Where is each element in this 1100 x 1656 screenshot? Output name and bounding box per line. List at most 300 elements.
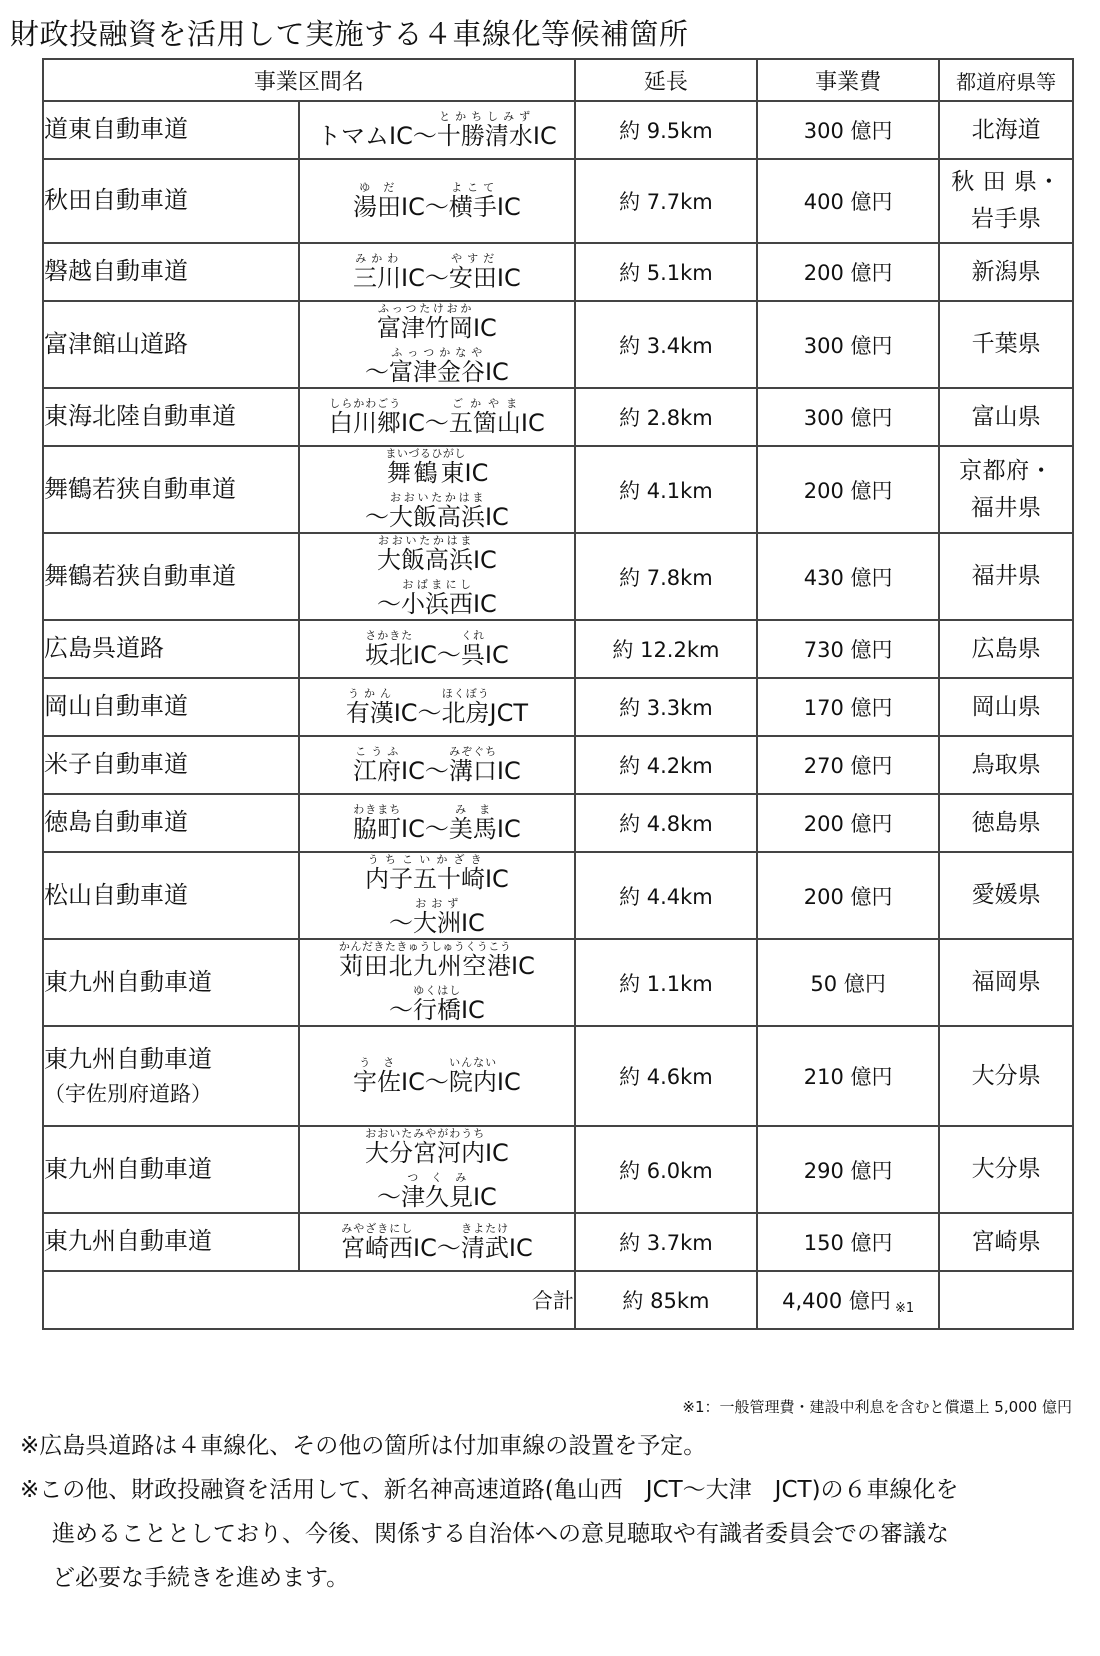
ruby-place-name [412,984,461,1024]
length-cell: 約 6.0km [575,1126,757,1213]
place-name: 溝口 [448,756,497,785]
interchange-section [299,1126,575,1213]
cost-cell: 270 億円 [757,736,939,794]
interchange-section [299,794,575,852]
furigana: いんない [448,1055,497,1069]
prefecture-cell [939,301,1073,388]
place-name: 院内 [448,1067,497,1096]
interchange-section [299,533,575,620]
place-name: 苅田北九州空港 [338,952,512,980]
place-name: 安田 [448,263,497,292]
total-row [43,1271,1073,1329]
table-row [43,243,1073,301]
interchange-line [300,984,574,1025]
prefecture-cell [939,243,1073,301]
ic-text: IC [496,1067,521,1096]
prefecture-text: 福岡県 [971,969,1041,996]
prefecture-text: 広島県 [971,635,1041,662]
prefecture-cell [939,794,1073,852]
prefecture-text: 岡山県 [971,693,1041,720]
prefecture-text: 新潟県 [971,258,1041,285]
place-name: 十勝清水 [436,121,533,150]
header-cost: 事業費 [757,59,939,101]
route-name [43,678,299,736]
route-name [43,794,299,852]
interchange-line [300,803,574,844]
furigana: うかん [345,686,394,700]
place-name: 大洲 [412,909,461,937]
ruby-place-name [448,744,497,785]
furigana: ふっつたけおか [376,302,473,315]
interchange-line [300,252,574,293]
prefecture-text: 岩手県 [970,206,1042,232]
ic-text: ～ [388,909,413,937]
table-row [43,939,1073,1026]
ic-text: IC [496,756,521,785]
furigana: みやざきにし [341,1221,414,1235]
ruby-place-name [345,686,394,727]
place-name: 呉 [460,640,485,669]
ic-text: IC～ [413,640,461,669]
route-name-text: 東海北陸自動車道 [44,402,236,431]
length-cell: 約 1.1km [575,939,757,1026]
prefecture-cell [939,939,1073,1026]
ic-text: IC～ [401,408,449,437]
ic-text: IC [472,546,497,574]
ic-text: IC [496,192,521,221]
ic-text: IC [472,590,497,618]
place-name: 横手 [448,192,497,221]
header-length: 延長 [575,59,757,101]
ruby-place-name [448,1055,497,1096]
length-cell: 約 3.4km [575,301,757,388]
route-name-text: 松山自動車道 [44,880,188,909]
ruby-place-name [329,396,402,437]
ic-text: IC [464,459,489,487]
furigana: ほくぼう [441,686,490,700]
interchange-line [300,302,574,343]
route-name-text: 広島呉道路 [44,634,164,663]
ic-text: IC [484,358,509,386]
route-name [43,1213,299,1271]
remark-line: ※広島呉道路は４車線化、その他の箇所は付加車線の設置を予定。 [20,1433,707,1459]
ruby-place-name [376,302,473,342]
place-name: 大飯高浜 [388,503,485,531]
ruby-place-name [460,1221,509,1262]
place-name: 舞鶴東 [385,459,466,487]
ic-text: ～ [376,1183,401,1211]
total-cost [757,1271,939,1329]
route-name [43,243,299,301]
ruby-place-name [448,180,497,221]
interchange-section [299,620,575,678]
route-name-text: 舞鶴若狭自動車道 [44,561,236,590]
ruby-place-name [385,447,466,487]
ic-text: IC [508,1233,533,1262]
prefecture-cell [939,388,1073,446]
length-cell: 約 4.6km [575,1026,757,1126]
route-name [43,533,299,620]
furigana: おおいたみやがわうち [364,1127,485,1140]
furigana: くれ [460,628,485,642]
ic-text: ～ [364,503,389,531]
interchange-line [300,687,574,728]
length-cell: 約 3.3km [575,678,757,736]
table-row [43,101,1073,159]
ic-text: IC [484,1139,509,1167]
ruby-place-name [400,578,473,618]
total-length: 約 85km [575,1271,757,1329]
interchange-section [299,159,575,243]
place-name: 津久見 [400,1183,473,1211]
interchange-section [299,388,575,446]
cost-cell: 430 億円 [757,533,939,620]
place-name: 白川郷 [329,408,402,437]
length-cell: 約 3.7km [575,1213,757,1271]
table-row [43,852,1073,939]
ic-text: IC [520,408,545,437]
prefecture-text: 大分県 [971,1062,1041,1089]
interchange-line [300,1171,574,1212]
furigana: かんだきたきゅうしゅうくうこう [338,940,512,953]
interchange-line [300,346,574,387]
cost-cell: 730 億円 [757,620,939,678]
ruby-place-name [353,802,402,843]
total-label: 合計 [43,1271,575,1329]
furigana: わきまち [353,802,402,816]
prefecture-cell [939,852,1073,939]
furigana: おおず [412,897,461,910]
place-name: 北房 [441,698,490,727]
place-name: 江府 [353,756,402,785]
furigana: ふっつかなや [388,346,485,359]
ruby-place-name [441,686,490,727]
furigana: うちこいかざき [364,853,485,866]
place-name: 脇町 [353,814,402,843]
interchange-line [300,1222,574,1263]
interchange-line [300,491,574,532]
length-cell: 約 4.4km [575,852,757,939]
length-cell: 約 5.1km [575,243,757,301]
ic-text: IC [460,996,485,1024]
cost-cell: 50 億円 [757,939,939,1026]
route-subname: （宇佐別府道路） [44,1082,212,1107]
furigana: ゆだ [353,180,402,194]
route-name [43,939,299,1026]
cost-cell: 400 億円 [757,159,939,243]
table-header-row [43,59,1073,101]
prefecture-text: 鳥取県 [971,751,1041,778]
table-footnote: ※1：一般管理費・建設中利息を含むと償還上 5,000 億円 [682,1398,1072,1416]
route-name-text: 東九州自動車道 [44,1045,212,1074]
interchange-line [300,629,574,670]
ruby-place-name [448,802,497,843]
ic-text: IC [511,952,535,980]
furigana: まいづるひがし [385,447,466,460]
ruby-place-name [436,109,533,150]
route-name-text: 東九州自動車道 [44,967,212,996]
interchange-section [299,101,575,159]
cost-cell: 290 億円 [757,1126,939,1213]
cost-cell: 200 億円 [757,852,939,939]
furigana: みかわ [353,251,402,265]
ruby-place-name [353,744,402,785]
length-cell: 約 4.8km [575,794,757,852]
prefecture-cell [939,446,1073,533]
ic-text: IC～ [401,263,449,292]
ic-text: IC～ [401,756,449,785]
ic-text: IC [472,314,497,342]
prefecture-text: 宮崎県 [971,1228,1041,1255]
place-name: 大分宮河内 [364,1139,485,1167]
page-title: 財政投融資を活用して実施する４車線化等候補箇所 [10,17,689,51]
place-name: 五箇山 [448,408,521,437]
ruby-place-name [341,1221,414,1262]
place-name: 有漢 [345,698,394,727]
length-cell: 約 4.1km [575,446,757,533]
furigana: ごかやま [448,396,521,410]
route-name [43,852,299,939]
furigana: おおいたかはま [376,534,473,547]
total-note-mark: ※1 [894,1300,915,1316]
length-cell: 約 7.8km [575,533,757,620]
ic-text: IC～ [401,814,449,843]
ruby-place-name [353,1055,402,1096]
table-row [43,620,1073,678]
furigana: きよたけ [460,1221,509,1235]
table-row [43,301,1073,388]
cost-cell: 300 億円 [757,301,939,388]
route-name [43,1126,299,1213]
route-name [43,301,299,388]
cost-cell: 200 億円 [757,446,939,533]
ic-text: トマムIC～ [317,121,437,150]
prefecture-text: 福井県 [971,563,1041,590]
prefecture-text: 千葉県 [971,331,1041,358]
prefecture-text: 大分県 [971,1156,1041,1183]
ruby-place-name [448,251,497,292]
ic-text: IC [496,263,521,292]
table-row [43,388,1073,446]
length-cell: 約 9.5km [575,101,757,159]
cost-cell: 210 億円 [757,1026,939,1126]
interchange-section [299,301,575,388]
prefecture-text: 京都府・ [959,457,1054,484]
ruby-place-name [412,897,461,937]
ruby-place-name [365,628,414,669]
route-name-text: 徳島自動車道 [44,808,188,837]
route-name-text: 磐越自動車道 [44,257,188,286]
place-name: 宮崎西 [341,1233,414,1262]
prefecture-cell [939,159,1073,243]
cost-cell: 200 億円 [757,243,939,301]
ic-text: IC～ [413,1233,461,1262]
cost-cell: 300 億円 [757,101,939,159]
table-row [43,533,1073,620]
place-name: 三川 [353,263,402,292]
route-name [43,620,299,678]
furigana: みま [448,802,497,816]
candidate-sections-table [42,58,1074,1330]
route-name-text: 東九州自動車道 [44,1154,212,1183]
interchange-line [300,181,574,222]
prefecture-cell [939,101,1073,159]
prefecture-text: 北海道 [971,116,1041,143]
length-cell: 約 12.2km [575,620,757,678]
remark-line: 進めることとしており、今後、関係する自治体への意見聴取や有識者委員会での審議な [52,1521,949,1547]
route-name [43,159,299,243]
route-name-text: 舞鶴若狭自動車道 [44,474,236,503]
route-name-text: 富津館山道路 [44,329,188,358]
place-name: 小浜西 [400,590,473,618]
interchange-section [299,243,575,301]
furigana: つくみ [400,1171,473,1184]
interchange-line [300,1127,574,1168]
interchange-line [300,897,574,938]
place-name: 湯田 [353,192,402,221]
place-name: 美馬 [448,814,497,843]
ruby-place-name [364,853,485,893]
ruby-place-name [353,180,402,221]
ic-text: IC～ [401,1067,449,1096]
ic-text: IC [484,503,509,531]
interchange-section [299,678,575,736]
header-section: 事業区間名 [43,59,575,101]
ic-text: ～ [376,590,401,618]
ruby-place-name [353,251,402,292]
table-row [43,1126,1073,1213]
ruby-place-name [448,396,521,437]
place-name: 清武 [460,1233,509,1262]
table-row [43,1026,1073,1126]
ruby-place-name [460,628,485,669]
furigana: とかちしみず [436,109,533,123]
cost-cell: 200 億円 [757,794,939,852]
prefecture-cell [939,678,1073,736]
route-name-text: 岡山自動車道 [44,692,188,721]
furigana: さかきた [365,628,414,642]
ruby-place-name [400,1171,473,1211]
place-name: 坂北 [365,640,414,669]
prefecture-cell [939,1126,1073,1213]
ic-text: IC～ [393,698,442,727]
place-name: 内子五十崎 [364,865,485,893]
table-row [43,794,1073,852]
interchange-line [300,940,574,981]
length-cell: 約 4.2km [575,736,757,794]
prefecture-text: 愛媛県 [971,882,1041,909]
cost-cell: 170 億円 [757,678,939,736]
interchange-line [300,745,574,786]
cost-cell: 300 億円 [757,388,939,446]
ic-text: IC～ [401,192,449,221]
remark-line: ※この他、財政投融資を活用して、新名神高速道路(亀山西 JCT～大津 JCT)の６車線化を [20,1477,959,1503]
route-name [43,388,299,446]
ruby-place-name [388,491,485,531]
place-name: 大飯高浜 [376,546,473,574]
prefecture-cell [939,1213,1073,1271]
prefecture-text: 富山県 [971,403,1041,430]
prefecture-cell [939,736,1073,794]
header-pref: 都道府県等 [939,59,1073,101]
interchange-line [300,578,574,619]
remark-line: ど必要な手続きを進めます。 [52,1565,350,1591]
length-cell: 約 2.8km [575,388,757,446]
route-name-text: 道東自動車道 [44,115,188,144]
place-name: 富津竹岡 [376,314,473,342]
table-row [43,446,1073,533]
interchange-section [299,446,575,533]
place-name: 富津金谷 [388,358,485,386]
interchange-line [300,853,574,894]
prefecture-text: 秋 田 県・ [951,169,1061,196]
furigana: おおいたかはま [388,491,485,504]
interchange-section [299,1213,575,1271]
remarks [20,1424,1100,1600]
prefecture-text: 徳島県 [971,809,1041,836]
route-name-text: 秋田自動車道 [44,186,188,215]
prefecture-cell [939,620,1073,678]
ruby-place-name [388,346,485,386]
interchange-line [300,397,574,438]
ruby-place-name [376,534,473,574]
table-row [43,159,1073,243]
length-cell: 約 7.7km [575,159,757,243]
ruby-place-name [364,1127,485,1167]
furigana: やすだ [448,251,497,265]
route-name [43,446,299,533]
ic-text: JCT [489,698,529,727]
interchange-section [299,736,575,794]
interchange-section [299,939,575,1026]
ic-text: ～ [364,358,389,386]
ic-text: IC [484,640,509,669]
table-row [43,736,1073,794]
furigana: よこて [448,180,497,194]
interchange-line [300,447,574,488]
interchange-section [299,852,575,939]
ic-text: IC [496,814,521,843]
ic-text: IC [460,909,485,937]
table-row [43,1213,1073,1271]
route-name [43,1026,299,1126]
table-row [43,678,1073,736]
furigana: こうふ [353,744,402,758]
interchange-line [300,110,574,151]
furigana: うさ [353,1055,402,1069]
route-name [43,101,299,159]
prefecture-text: 福井県 [970,494,1042,521]
route-name-text: 東九州自動車道 [44,1227,212,1256]
ic-text: IC [484,865,509,893]
total-pref-empty [939,1271,1073,1329]
prefecture-cell [939,533,1073,620]
furigana: ゆくはし [412,984,461,997]
route-name-text: 米子自動車道 [44,750,188,779]
ic-text: IC [532,121,557,150]
interchange-section [299,1026,575,1126]
cost-cell: 150 億円 [757,1213,939,1271]
place-name: 行橋 [412,996,461,1024]
place-name: 宇佐 [353,1067,402,1096]
ruby-place-name [338,940,512,980]
furigana: おばまにし [400,578,473,591]
ic-text: ～ [388,996,413,1024]
furigana: みぞぐち [448,744,497,758]
total-cost-value: 4,400 億円 [782,1288,891,1313]
prefecture-cell [939,1026,1073,1126]
route-name [43,736,299,794]
